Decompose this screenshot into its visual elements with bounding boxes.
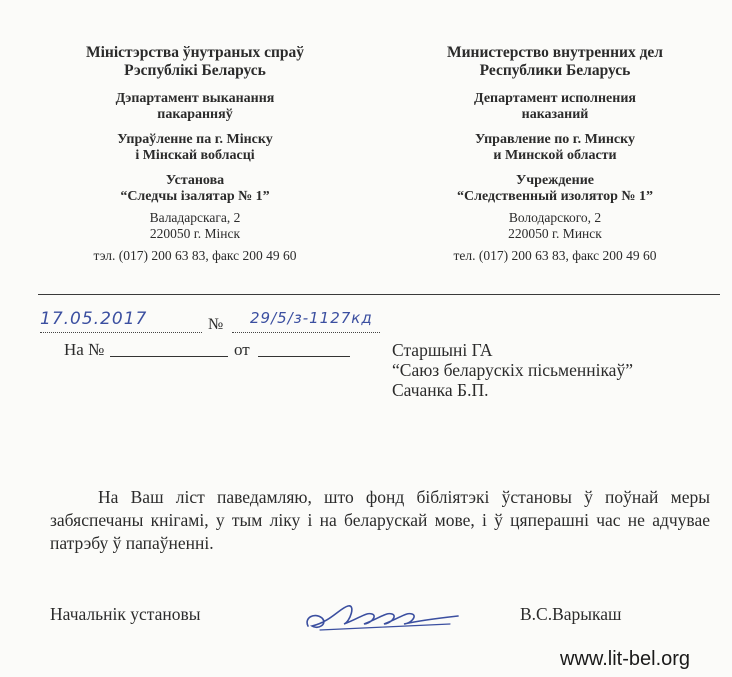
reference-number-blank [110,356,228,357]
department-line2: наказаний [521,107,589,123]
date-underline [40,332,202,333]
recipient-title: Старшыні ГА [392,340,493,360]
administration-line1: Упраўленне па г. Мінску [117,131,273,147]
number-underline [232,332,380,333]
administration-line2: і Мінскай вобласці [135,148,255,164]
outgoing-number: 29/5/з-1127кд [250,309,373,327]
handwritten-signature-icon [300,588,470,638]
recipient-organization: “Саюз беларускіх пісьменнікаў” [392,360,633,381]
reference-number-label: На № [64,340,105,359]
address-line2: 220050 г. Минск [508,225,602,241]
department-line2: пакаранняў [157,107,233,123]
recipient-block [392,340,633,400]
institution-name [30,173,360,206]
department-name [30,91,360,124]
number-sign: № [208,316,224,333]
institution-name [390,173,720,206]
ministry-name [30,44,360,81]
phone-fax: тэл. (017) 200 63 83, факс 200 49 60 [93,247,297,263]
department-name [390,91,720,124]
administration-line2: и Минской области [493,148,617,164]
header-divider [38,294,720,295]
reference-date-label: от [234,340,250,359]
address-line1: Валадарскага, 2 [149,209,241,225]
ministry-name [390,44,720,81]
administration-line1: Управление по г. Минску [474,131,636,147]
ministry-line2: Рэспублікі Беларусь [124,62,266,80]
ministry-line2: Республики Беларусь [479,62,631,80]
signatory-name: В.С.Варыкаш [520,604,622,624]
letter-paragraph: На Ваш ліст паведамляю, што фонд бібліятэкі ўстановы ў поўнай меры забяспечаны кнігамі, у тым ліку і на беларускай мове, і ў цяперашні час не адчувае патрэбу ў папаўненні. [50,487,710,553]
signatory-role: Начальнік установы [50,604,201,624]
administration-name [390,132,720,165]
watermark-url: www.lit-bel.org [560,648,691,670]
header-right [390,44,720,263]
ministry-line1: Міністэрства ўнутраных спраў [85,44,305,61]
institution-line2: “Следчы ізалятар № 1” [120,189,270,205]
address-line2: 220050 г. Мінск [149,225,241,241]
institution-line1: Учреждение [516,172,594,188]
department-line1: Дэпартамент выканання [115,90,275,106]
department-line1: Департамент исполнения [474,90,636,106]
outgoing-date: 17.05.2017 [40,309,148,329]
institution-line2: “Следственный изолятор № 1” [457,189,653,205]
address-line1: Володарского, 2 [508,209,602,225]
recipient-name: Сачанка Б.П. [392,380,489,401]
reference-date-blank [258,356,350,357]
header-left [30,44,360,263]
letter-body [50,486,710,554]
ministry-line1: Министерство внутренних дел [447,44,663,61]
address [390,210,720,242]
administration-name [30,132,360,165]
phone-fax: тел. (017) 200 63 83, факс 200 49 60 [453,247,657,263]
institution-line1: Установа [165,172,225,188]
address [30,210,360,242]
